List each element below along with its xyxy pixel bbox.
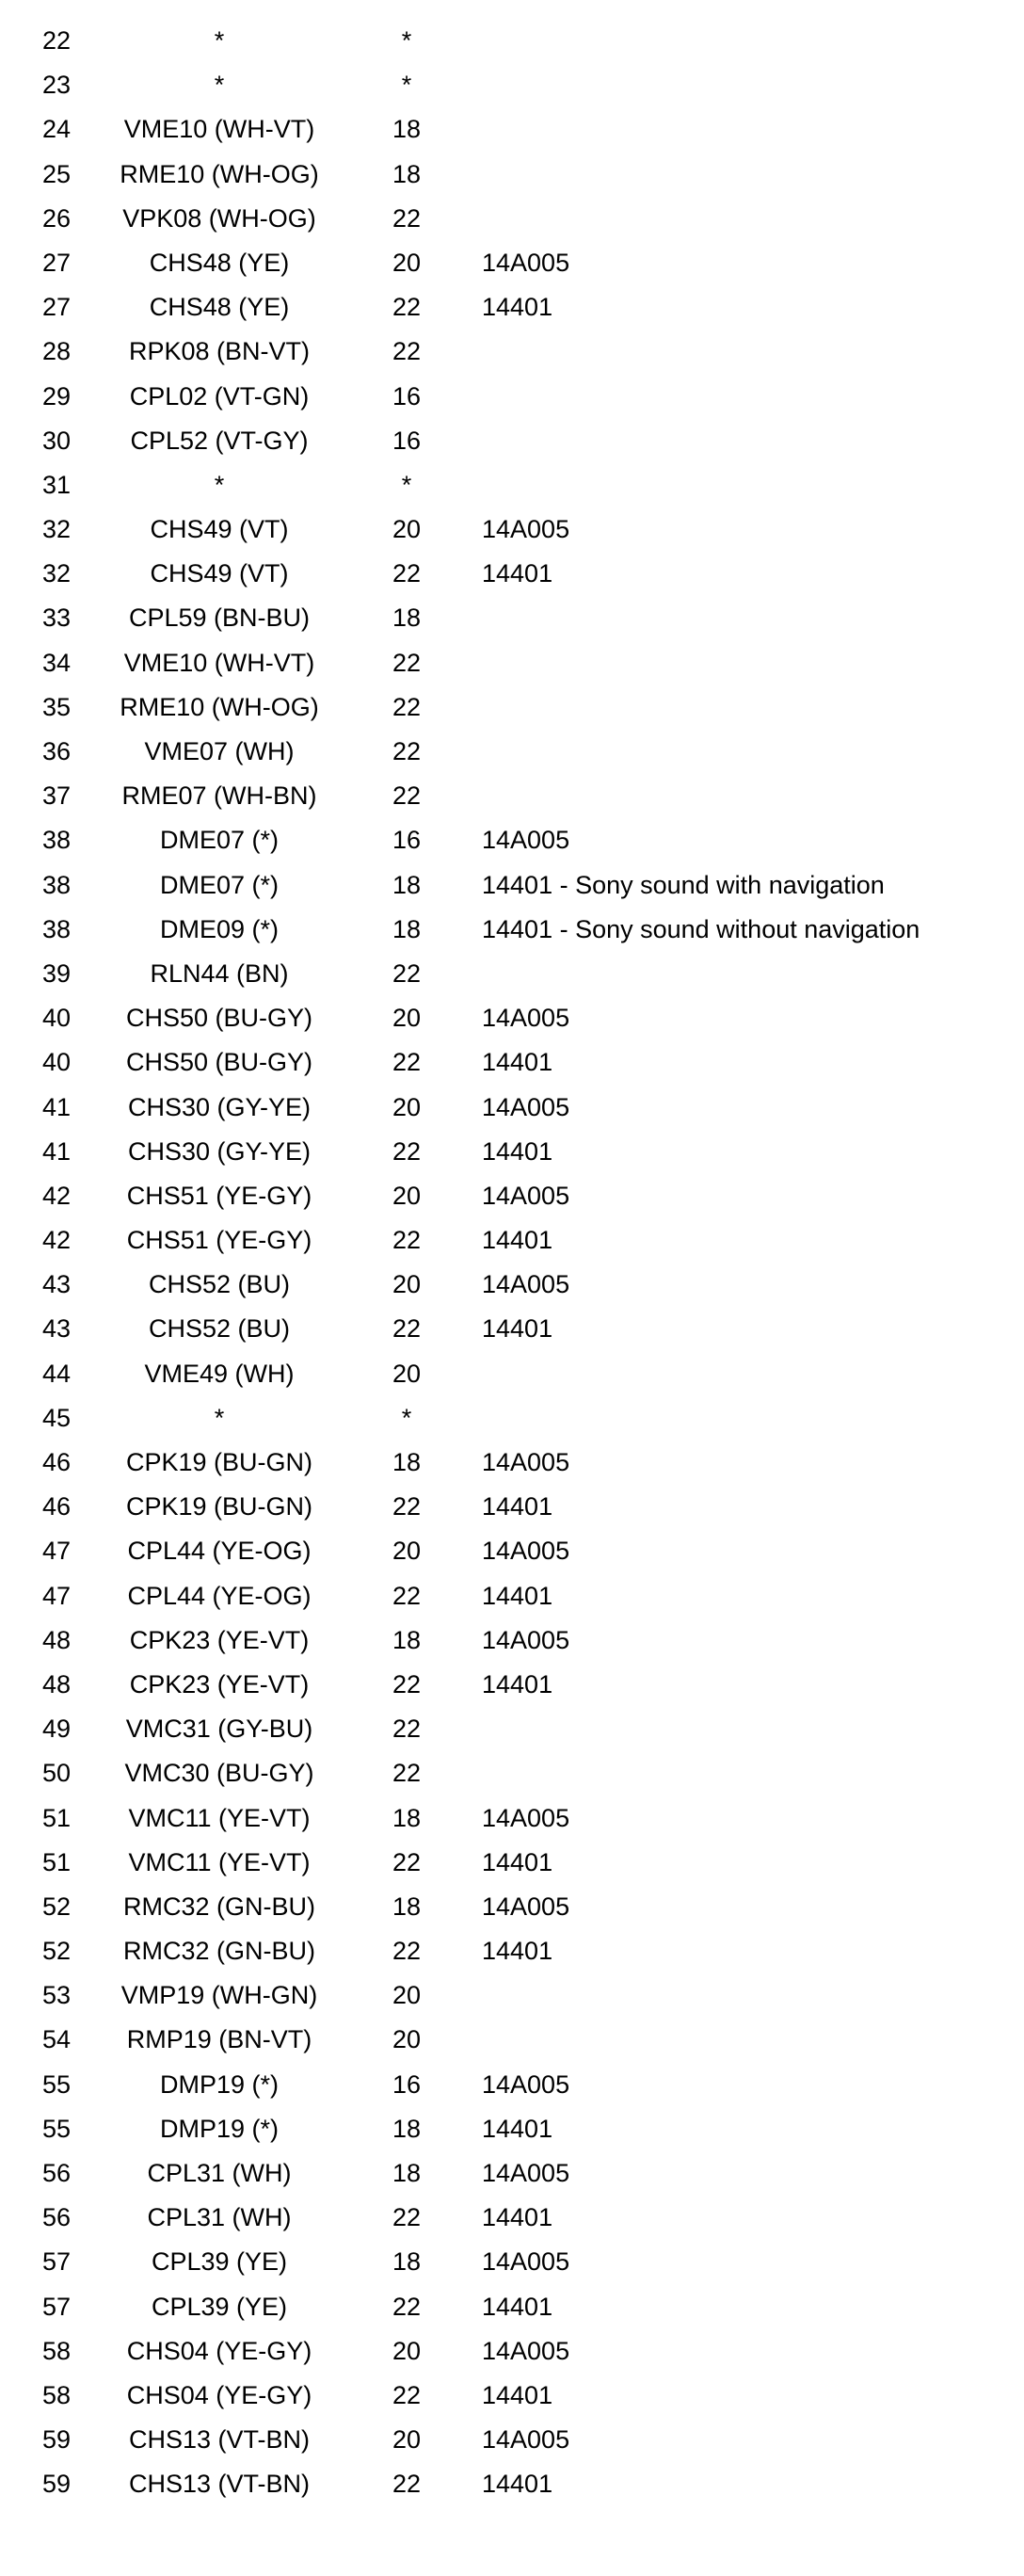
table-row [0,1130,1024,1174]
note-cell: 14A005 [482,1004,570,1033]
note-cell: 14A005 [482,2247,570,2277]
connector-pinout-table [0,19,1024,2507]
note-cell: 14401 [482,1581,553,1610]
note-cell: 14A005 [482,1803,570,1832]
pin-number-cell: 54 [41,2025,72,2054]
wire-gauge-cell: 18 [392,115,422,144]
wire-gauge-cell: 22 [392,1847,422,1876]
pin-number-cell: 44 [41,1359,72,1388]
circuit-cell: RME07 (WH-BN) [121,781,317,811]
table-row [0,774,1024,818]
table-row [0,1796,1024,1841]
wire-gauge-cell: 20 [392,515,422,544]
wire-gauge-cell: 16 [392,426,422,455]
table-row [0,908,1024,952]
pin-number-cell: 40 [41,1004,72,1033]
circuit-cell: CHS30 (GY-YE) [127,1092,312,1121]
pin-number-cell: 45 [41,1403,72,1432]
table-row [0,419,1024,463]
note-cell: 14401 [482,1847,553,1876]
pin-number-cell: 27 [41,293,72,322]
wire-gauge-cell: 22 [392,2470,422,2499]
note-cell: 14A005 [482,1181,570,1210]
circuit-cell: VME07 (WH) [144,737,295,765]
wire-gauge-cell: 22 [392,737,422,765]
table-row [0,2240,1024,2284]
pin-number-cell: 37 [41,781,72,811]
pin-number-cell: 23 [41,71,72,100]
table-row [0,818,1024,862]
pin-number-cell: 31 [41,470,72,499]
wire-gauge-cell: 20 [392,1359,422,1388]
wire-gauge-cell: 22 [392,1492,422,1521]
table-row [0,2196,1024,2240]
wire-gauge-cell: 20 [392,2425,422,2455]
table-row [0,685,1024,730]
note-cell: 14A005 [482,2425,570,2455]
circuit-cell: CHS04 (YE-GY) [126,2336,312,2365]
wire-gauge-cell: 18 [392,1803,422,1832]
table-row [0,1307,1024,1351]
table-row [0,996,1024,1040]
circuit-cell: CHS49 (VT) [150,559,289,588]
circuit-cell: DMP19 (*) [159,2069,280,2099]
wire-gauge-cell: 22 [392,958,422,988]
circuit-cell: VMC31 (GY-BU) [125,1715,313,1744]
circuit-cell: CHS49 (VT) [150,515,289,544]
pin-number-cell: 41 [41,1136,72,1166]
wire-gauge-cell: 20 [392,1181,422,1210]
circuit-cell: RME10 (WH-OG) [120,159,319,188]
circuit-cell: CPK23 (YE-VT) [129,1625,310,1654]
circuit-cell: DME07 (*) [159,870,280,899]
pin-number-cell: 38 [41,914,72,943]
note-cell: 14A005 [482,1625,570,1654]
wire-gauge-cell: 18 [392,159,422,188]
table-row [0,1086,1024,1130]
pin-number-cell: 28 [41,337,72,366]
circuit-cell: CPL39 (YE) [151,2292,288,2321]
pin-number-cell: 29 [41,381,72,411]
table-row [0,2018,1024,2062]
pin-number-cell: 57 [41,2247,72,2277]
circuit-cell: CHS51 (YE-GY) [126,1226,312,1255]
pin-number-cell: 22 [41,26,72,55]
pin-number-cell: 33 [41,604,72,633]
wire-gauge-cell: 20 [392,1981,422,2010]
table-row [0,1441,1024,1485]
wire-gauge-cell: * [401,71,412,100]
pin-number-cell: 35 [41,692,72,721]
note-cell: 14401 [482,1492,553,1521]
circuit-cell: CHS04 (YE-GY) [126,2380,312,2409]
circuit-cell: VMC11 (YE-VT) [128,1803,311,1832]
pin-number-cell: 50 [41,1759,72,1788]
pin-number-cell: 51 [41,1803,72,1832]
circuit-cell: * [214,470,225,499]
pin-number-cell: 27 [41,248,72,277]
table-row [0,1218,1024,1263]
wire-gauge-cell: 22 [392,1581,422,1610]
pin-number-cell: 56 [41,2159,72,2187]
wire-gauge-cell: * [401,470,412,499]
table-row [0,63,1024,107]
circuit-cell: CPL44 (YE-OG) [127,1537,312,1566]
pin-number-cell: 26 [41,203,72,233]
pin-number-cell: 51 [41,1847,72,1876]
table-row [0,2285,1024,2329]
note-cell: 14A005 [482,2069,570,2099]
table-row [0,1707,1024,1751]
note-cell: 14A005 [482,515,570,544]
note-cell: 14401 [482,1937,553,1966]
wire-gauge-cell: 18 [392,1892,422,1921]
circuit-cell: RPK08 (BN-VT) [128,337,311,366]
circuit-cell: CHS50 (BU-GY) [125,1004,313,1033]
circuit-cell: CHS52 (BU) [148,1314,291,1344]
circuit-cell: CHS48 (YE) [149,248,290,277]
pin-number-cell: 43 [41,1270,72,1299]
pin-number-cell: 52 [41,1892,72,1921]
table-row [0,1529,1024,1573]
note-cell: 14A005 [482,2336,570,2365]
circuit-cell: RMC32 (GN-BU) [122,1892,315,1921]
wire-gauge-cell: 22 [392,2380,422,2409]
table-row [0,2151,1024,2196]
wire-gauge-cell: 22 [392,2292,422,2321]
note-cell: 14401 [482,2114,553,2143]
wire-gauge-cell: 22 [392,1937,422,1966]
note-cell: 14401 [482,1669,553,1699]
note-cell: 14401 [482,1048,553,1077]
wire-gauge-cell: 20 [392,1270,422,1299]
pin-number-cell: 43 [41,1314,72,1344]
table-row [0,1841,1024,1885]
circuit-cell: CPL31 (WH) [147,2159,292,2187]
wire-gauge-cell: 20 [392,1092,422,1121]
circuit-cell: VMC30 (BU-GY) [124,1759,314,1788]
wire-gauge-cell: 18 [392,2114,422,2143]
circuit-cell: CHS13 (VT-BN) [128,2425,311,2455]
table-row [0,1751,1024,1795]
wire-gauge-cell: 18 [392,1448,422,1476]
pin-number-cell: 42 [41,1181,72,1210]
wire-gauge-cell: 20 [392,2336,422,2365]
wire-gauge-cell: 20 [392,1004,422,1033]
circuit-cell: CHS52 (BU) [148,1270,291,1299]
circuit-cell: CPL31 (WH) [147,2203,292,2232]
circuit-cell: VMP19 (WH-GN) [120,1981,318,2010]
table-row [0,153,1024,197]
table-row [0,197,1024,241]
wire-gauge-cell: 22 [392,203,422,233]
wire-gauge-cell: * [401,26,412,55]
table-row [0,507,1024,552]
pin-number-cell: 57 [41,2292,72,2321]
wire-gauge-cell: 22 [392,781,422,811]
wire-gauge-cell: 16 [392,826,422,855]
wire-gauge-cell: 22 [392,1226,422,1255]
circuit-cell: VMC11 (YE-VT) [128,1847,311,1876]
pin-number-cell: 46 [41,1492,72,1521]
note-cell: 14401 - Sony sound with navigation [482,870,885,899]
pin-number-cell: 48 [41,1625,72,1654]
circuit-cell: CPL52 (VT-GY) [130,426,309,455]
wire-gauge-cell: 20 [392,2025,422,2054]
circuit-cell: RME10 (WH-OG) [120,692,319,721]
wire-gauge-cell: 22 [392,2203,422,2232]
pin-number-cell: 32 [41,559,72,588]
pin-number-cell: 58 [41,2336,72,2365]
wire-gauge-cell: 18 [392,2159,422,2187]
wire-gauge-cell: 18 [392,914,422,943]
note-cell: 14401 [482,2203,553,2232]
pin-number-cell: 55 [41,2069,72,2099]
note-cell: 14A005 [482,1270,570,1299]
wire-gauge-cell: 22 [392,648,422,677]
table-row [0,1352,1024,1396]
pin-number-cell: 32 [41,515,72,544]
note-cell: 14A005 [482,826,570,855]
wire-gauge-cell: 20 [392,1537,422,1566]
table-row [0,1263,1024,1307]
wire-gauge-cell: 18 [392,1625,422,1654]
pin-number-cell: 42 [41,1226,72,1255]
circuit-cell: CHS13 (VT-BN) [128,2470,311,2499]
circuit-cell: * [214,1403,225,1432]
table-row [0,107,1024,152]
circuit-cell: CPL44 (YE-OG) [127,1581,312,1610]
wire-gauge-cell: 22 [392,1314,422,1344]
pin-number-cell: 39 [41,958,72,988]
circuit-cell: CPL59 (BN-BU) [128,604,311,633]
note-cell: 14A005 [482,248,570,277]
pin-number-cell: 59 [41,2470,72,2499]
note-cell: 14A005 [482,1448,570,1476]
table-row [0,863,1024,908]
wire-gauge-cell: 22 [392,337,422,366]
table-row [0,1618,1024,1663]
circuit-cell: CPL02 (VT-GN) [129,381,310,411]
circuit-cell: CHS50 (BU-GY) [125,1048,313,1077]
pin-number-cell: 58 [41,2380,72,2409]
note-cell: 14401 [482,2470,553,2499]
wire-gauge-cell: 16 [392,2069,422,2099]
wire-gauge-cell: 18 [392,870,422,899]
circuit-cell: VME10 (WH-VT) [123,648,315,677]
note-cell: 14401 [482,559,553,588]
table-row [0,1663,1024,1707]
wire-gauge-cell: 18 [392,2247,422,2277]
wire-gauge-cell: 16 [392,381,422,411]
table-row [0,330,1024,374]
table-row [0,1929,1024,1973]
circuit-cell: CHS51 (YE-GY) [126,1181,312,1210]
pin-number-cell: 59 [41,2425,72,2455]
table-row [0,2063,1024,2107]
table-row [0,1174,1024,1218]
circuit-cell: RLN44 (BN) [150,958,289,988]
circuit-cell: VME10 (WH-VT) [123,115,315,144]
wire-gauge-cell: 22 [392,1669,422,1699]
note-cell: 14401 [482,1136,553,1166]
circuit-cell: * [214,71,225,100]
table-row [0,1574,1024,1618]
wire-gauge-cell: 22 [392,1136,422,1166]
note-cell: 14A005 [482,2159,570,2187]
circuit-cell: DME09 (*) [159,914,280,943]
note-cell: 14401 [482,1226,553,1255]
pin-number-cell: 56 [41,2203,72,2232]
pin-number-cell: 53 [41,1981,72,2010]
circuit-cell: DME07 (*) [159,826,280,855]
circuit-cell: CPL39 (YE) [151,2247,288,2277]
wire-gauge-cell: 18 [392,604,422,633]
pin-number-cell: 38 [41,826,72,855]
table-row [0,2329,1024,2374]
pin-number-cell: 34 [41,648,72,677]
wire-gauge-cell: 22 [392,293,422,322]
pin-number-cell: 38 [41,870,72,899]
wire-gauge-cell: 22 [392,559,422,588]
table-row [0,1040,1024,1085]
note-cell: 14401 [482,2292,553,2321]
table-row [0,1885,1024,1929]
table-row [0,2418,1024,2462]
note-cell: 14401 [482,1314,553,1344]
circuit-cell: VPK08 (WH-OG) [122,203,316,233]
circuit-cell: * [214,26,225,55]
table-row [0,2374,1024,2418]
table-row [0,241,1024,285]
circuit-cell: CPK23 (YE-VT) [129,1669,310,1699]
note-cell: 14401 [482,293,553,322]
wire-gauge-cell: 22 [392,692,422,721]
wire-gauge-cell: 22 [392,1759,422,1788]
circuit-cell: CHS48 (YE) [149,293,290,322]
note-cell: 14A005 [482,1892,570,1921]
pin-number-cell: 49 [41,1715,72,1744]
table-row [0,375,1024,419]
circuit-cell: CHS30 (GY-YE) [127,1136,312,1166]
wire-gauge-cell: 22 [392,1048,422,1077]
note-cell: 14401 [482,2380,553,2409]
pin-number-cell: 25 [41,159,72,188]
circuit-cell: RMP19 (BN-VT) [126,2025,312,2054]
wire-gauge-cell: 22 [392,1715,422,1744]
note-cell: 14401 - Sony sound without navigation [482,914,920,943]
table-row [0,552,1024,596]
table-row [0,285,1024,330]
table-row [0,1973,1024,2018]
table-row [0,1485,1024,1529]
table-row [0,1396,1024,1441]
pin-number-cell: 41 [41,1092,72,1121]
pin-number-cell: 24 [41,115,72,144]
wire-gauge-cell: * [401,1403,412,1432]
pin-number-cell: 40 [41,1048,72,1077]
wire-gauge-cell: 20 [392,248,422,277]
pin-number-cell: 48 [41,1669,72,1699]
table-row [0,596,1024,640]
note-cell: 14A005 [482,1092,570,1121]
pin-number-cell: 55 [41,2114,72,2143]
circuit-cell: CPK19 (BU-GN) [125,1448,313,1476]
circuit-cell: CPK19 (BU-GN) [125,1492,313,1521]
table-row [0,730,1024,774]
circuit-cell: VME49 (WH) [144,1359,295,1388]
note-cell: 14A005 [482,1537,570,1566]
pin-number-cell: 52 [41,1937,72,1966]
pin-number-cell: 46 [41,1448,72,1476]
table-row [0,641,1024,685]
circuit-cell: RMC32 (GN-BU) [122,1937,315,1966]
pin-number-cell: 47 [41,1537,72,1566]
table-row [0,952,1024,996]
pin-number-cell: 47 [41,1581,72,1610]
table-row [0,463,1024,507]
pin-number-cell: 36 [41,737,72,765]
circuit-cell: DMP19 (*) [159,2114,280,2143]
table-row [0,19,1024,63]
pin-number-cell: 30 [41,426,72,455]
table-row [0,2462,1024,2506]
table-row [0,2107,1024,2151]
